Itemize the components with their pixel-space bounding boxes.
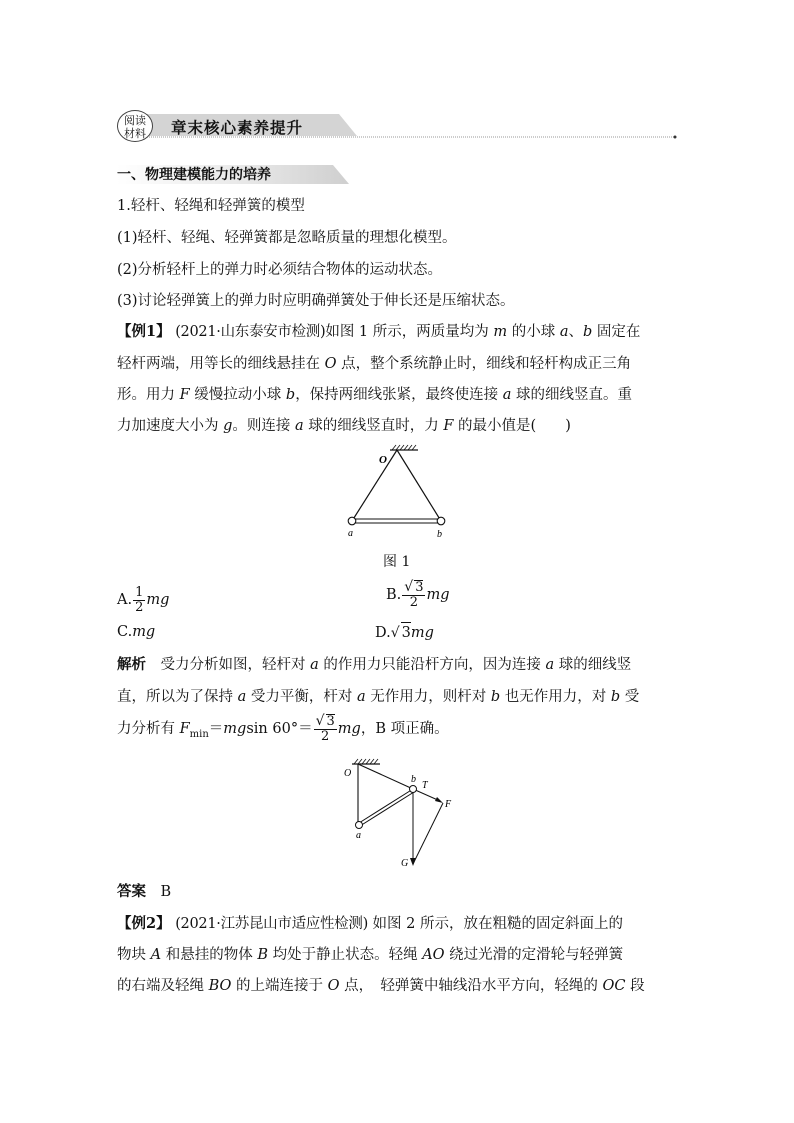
subheading: 1.轻杆、轻绳和轻弹簧的模型 <box>117 198 305 214</box>
label-O: O <box>379 454 387 466</box>
label-O-2: O <box>344 768 352 779</box>
point-2: (2)分析轻杆上的弹力时必须结合物体的运动状态。 <box>117 262 443 278</box>
answer-line <box>117 882 171 902</box>
example2-line3: 的右端及轻绳 BO 的上端连接于 O 点， 轻弹簧中轴线沿水平方向，轻绳的 OC 段 <box>117 978 645 994</box>
analysis-line2: 直，所以为了保持 a 受力平衡，杆对 a 无作用力，则杆对 b 也无作用力，对 b 受 <box>117 689 640 705</box>
label-a: a <box>348 528 353 539</box>
ceiling-hatch-2 <box>352 759 380 764</box>
option-d: D.√ 3mg <box>375 622 434 643</box>
example1-line3: 形。用力 F 缓慢拉动小球 b，保持两细线张紧，最终使连接 a 球的细线竖直。重 <box>117 387 633 403</box>
analysis-tag: 解析 <box>117 656 146 673</box>
tension-arrow-head <box>435 797 443 803</box>
example1-tag: 【例1】 <box>117 323 171 340</box>
label-F: F <box>445 799 452 810</box>
analysis-line1: 解析 受力分析如图，轻杆对 a 的作用力只能沿杆方向，因为连接 a 球的细线竖 <box>117 656 632 673</box>
analysis-figure <box>340 756 470 872</box>
option-b-fraction: $\frac{√ 3}{2}$ <box>404 579 424 610</box>
rod-ab <box>359 789 413 823</box>
section-heading-text: 一、物理建模能力的培养 <box>117 167 271 183</box>
force-f-line <box>413 803 443 864</box>
ball-b <box>437 517 445 525</box>
string-ob-2 <box>358 764 413 789</box>
label-G: G <box>401 858 409 869</box>
label-b: b <box>437 529 442 540</box>
example2-line1: 【例2】 (2021·江苏昆山市适应性检测) 如图 2 所示，放在粗糙的固定斜面上的 <box>117 915 623 932</box>
label-a-2: a <box>356 830 361 841</box>
badge-line1: 阅读 <box>124 114 146 127</box>
ball-a-2 <box>356 822 363 829</box>
example1-source: (2021·山东泰安市检测) <box>175 324 326 340</box>
option-b: B. $\frac{√ 3}{2}$ mg <box>386 579 450 610</box>
option-a: A. $\frac{1}{2}$ mg <box>117 584 170 615</box>
label-T: T <box>422 780 428 791</box>
answer-tag: 答案 <box>117 883 146 900</box>
example2-source: (2021·江苏昆山市适应性检测) <box>175 916 368 932</box>
badge-line2: 材料 <box>124 127 146 140</box>
rod-ab-2 <box>360 792 414 826</box>
answer-value: B <box>160 884 172 900</box>
label-b-2: b <box>411 774 416 785</box>
analysis-line3: 力分析有 $F_{min}=mgsin$ 60°＝ $\frac{√ 3}{2}$ mg，B 项正确。 <box>117 713 449 744</box>
ball-a <box>348 517 356 525</box>
example2-line2: 物块 A 和悬挂的物体 B 均处于静止状态。轻绳 AO 绕过光滑的定滑轮与轻弹簧 <box>117 947 624 963</box>
point-3: (3)讨论轻弹簧上的弹力时应明确弹簧处于伸长还是压缩状态。 <box>117 293 515 309</box>
point-1: (1)轻杆、轻绳、轻弹簧都是忽略质量的理想化模型。 <box>117 230 457 246</box>
example1-line1: 【例1】 (2021·山东泰安市检测)如图 1 所示，两质量均为 m 的小球 a、b 固定在 <box>117 323 641 340</box>
chapter-title: 章末核心素养提升 <box>171 119 304 137</box>
string-ob <box>397 450 441 521</box>
analysis-fraction: $\frac{√ 3}{2}$ <box>315 713 335 744</box>
string-oa <box>352 450 397 521</box>
figure-1 <box>330 440 470 542</box>
ceiling-hatch <box>390 445 418 450</box>
light-rod <box>355 519 438 523</box>
ball-b-2 <box>410 786 417 793</box>
option-a-fraction: $\frac{1}{2}$ <box>135 584 144 615</box>
section-heading <box>117 163 349 185</box>
example1-line2: 轻杆两端，用等长的细线悬挂在 O 点，整个系统静止时，细线和轻杆构成正三角 <box>117 356 632 372</box>
header-banner <box>117 110 677 142</box>
reading-badge <box>117 110 153 142</box>
option-c: C.mg <box>117 624 156 640</box>
figure-1-caption: 图 1 <box>383 554 411 570</box>
example1-line4: 力加速度大小为 g。则连接 a 球的细线竖直时，力 F 的最小值是( ) <box>117 418 571 434</box>
example2-tag: 【例2】 <box>117 915 171 932</box>
